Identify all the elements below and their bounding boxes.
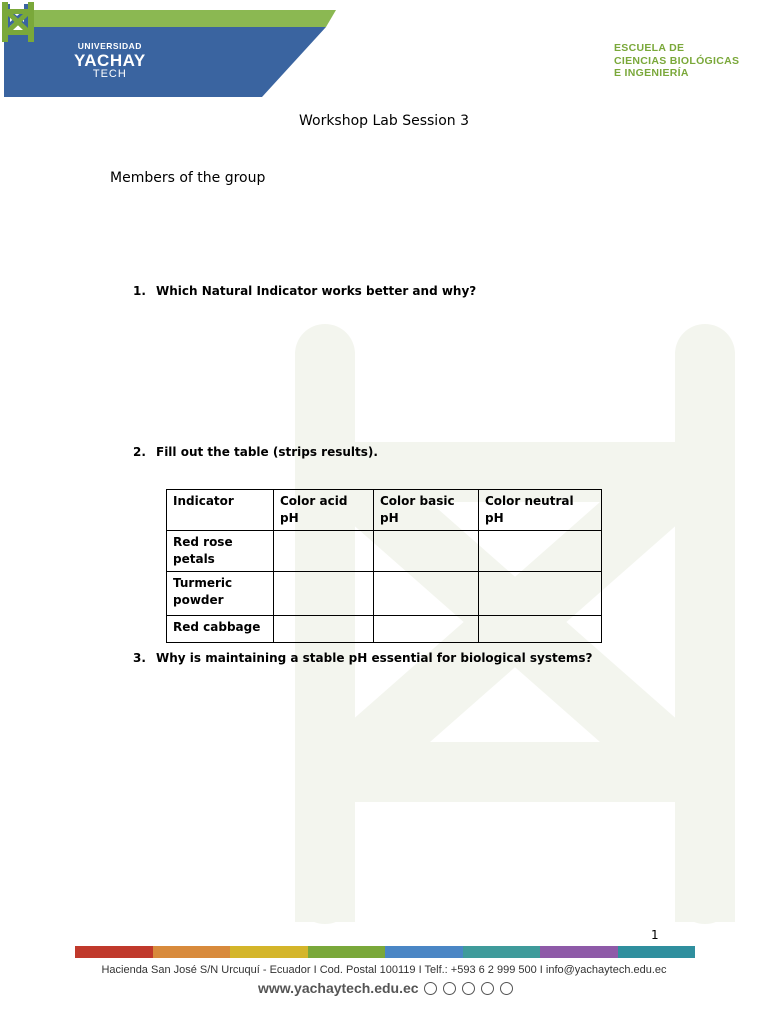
table-cell[interactable] — [374, 531, 479, 572]
table-cell-indicator: Turmeric powder — [167, 572, 274, 616]
university-logo-text — [74, 42, 146, 80]
footer-color-bar — [75, 946, 695, 958]
color-bar-segment — [153, 946, 231, 958]
footer-website[interactable]: www.yachaytech.edu.ec — [258, 980, 419, 996]
table-row — [167, 572, 602, 616]
table-row — [167, 616, 602, 643]
facebook-icon[interactable] — [424, 982, 437, 995]
color-bar-segment — [75, 946, 153, 958]
results-table — [166, 489, 602, 643]
table-cell[interactable] — [274, 572, 374, 616]
question-3 — [133, 651, 592, 665]
page-header — [0, 0, 768, 100]
color-bar-segment — [308, 946, 386, 958]
table-header-cell: Color neutral pH — [479, 490, 602, 531]
question-3-text: Why is maintaining a stable pH essential for biological systems? — [156, 651, 593, 665]
table-cell[interactable] — [479, 616, 602, 643]
question-2-number: 2. — [133, 445, 146, 459]
table-cell-indicator: Red rose petals — [167, 531, 274, 572]
university-logo-line3: TECH — [92, 67, 127, 80]
social-icons — [424, 982, 513, 995]
color-bar-segment — [385, 946, 463, 958]
question-3-number: 3. — [133, 651, 146, 665]
table-cell[interactable] — [274, 616, 374, 643]
university-logo-line2: YACHAY — [74, 50, 146, 70]
question-1-text: Which Natural Indicator works better and why? — [156, 284, 477, 298]
table-header-cell: Indicator — [167, 490, 274, 531]
header-banner — [0, 0, 340, 100]
school-name-line1: ESCUELA DE — [614, 42, 685, 54]
table-cell[interactable] — [374, 616, 479, 643]
youtube-icon[interactable] — [481, 982, 494, 995]
question-1-number: 1. — [133, 284, 146, 298]
school-logo-icon — [0, 0, 36, 44]
table-cell[interactable] — [479, 572, 602, 616]
school-name-line2: CIENCIAS BIOLÓGICAS — [614, 54, 740, 67]
linkedin-icon[interactable] — [500, 982, 513, 995]
table-header-cell: Color acid pH — [274, 490, 374, 531]
color-bar-segment — [230, 946, 308, 958]
table-cell[interactable] — [479, 531, 602, 572]
question-2 — [133, 445, 378, 459]
school-name — [614, 42, 739, 80]
table-cell[interactable] — [274, 531, 374, 572]
question-2-text: Fill out the table (strips results). — [156, 445, 378, 459]
twitter-icon[interactable] — [462, 982, 475, 995]
table-header-row — [167, 490, 602, 531]
footer-address: Hacienda San José S/N Urcuquí - Ecuador I Cod. Postal 100119 I Telf.: +593 6 2 999 500 I info@yachaytech.edu.ec — [101, 964, 667, 976]
color-bar-segment — [618, 946, 696, 958]
question-1 — [133, 284, 476, 298]
table-header-cell: Color basic pH — [374, 490, 479, 531]
instagram-icon[interactable] — [443, 982, 456, 995]
color-bar-segment — [463, 946, 541, 958]
color-bar-segment — [540, 946, 618, 958]
table-row — [167, 531, 602, 572]
school-name-line3: E INGENIERÍA — [614, 67, 689, 80]
table-cell-indicator: Red cabbage — [167, 616, 274, 643]
page-number: 1 — [651, 928, 659, 942]
document-title: Workshop Lab Session 3 — [298, 113, 469, 129]
members-heading: Members of the group — [110, 170, 266, 186]
table-cell[interactable] — [374, 572, 479, 616]
university-logo-line1: UNIVERSIDAD — [77, 41, 142, 51]
